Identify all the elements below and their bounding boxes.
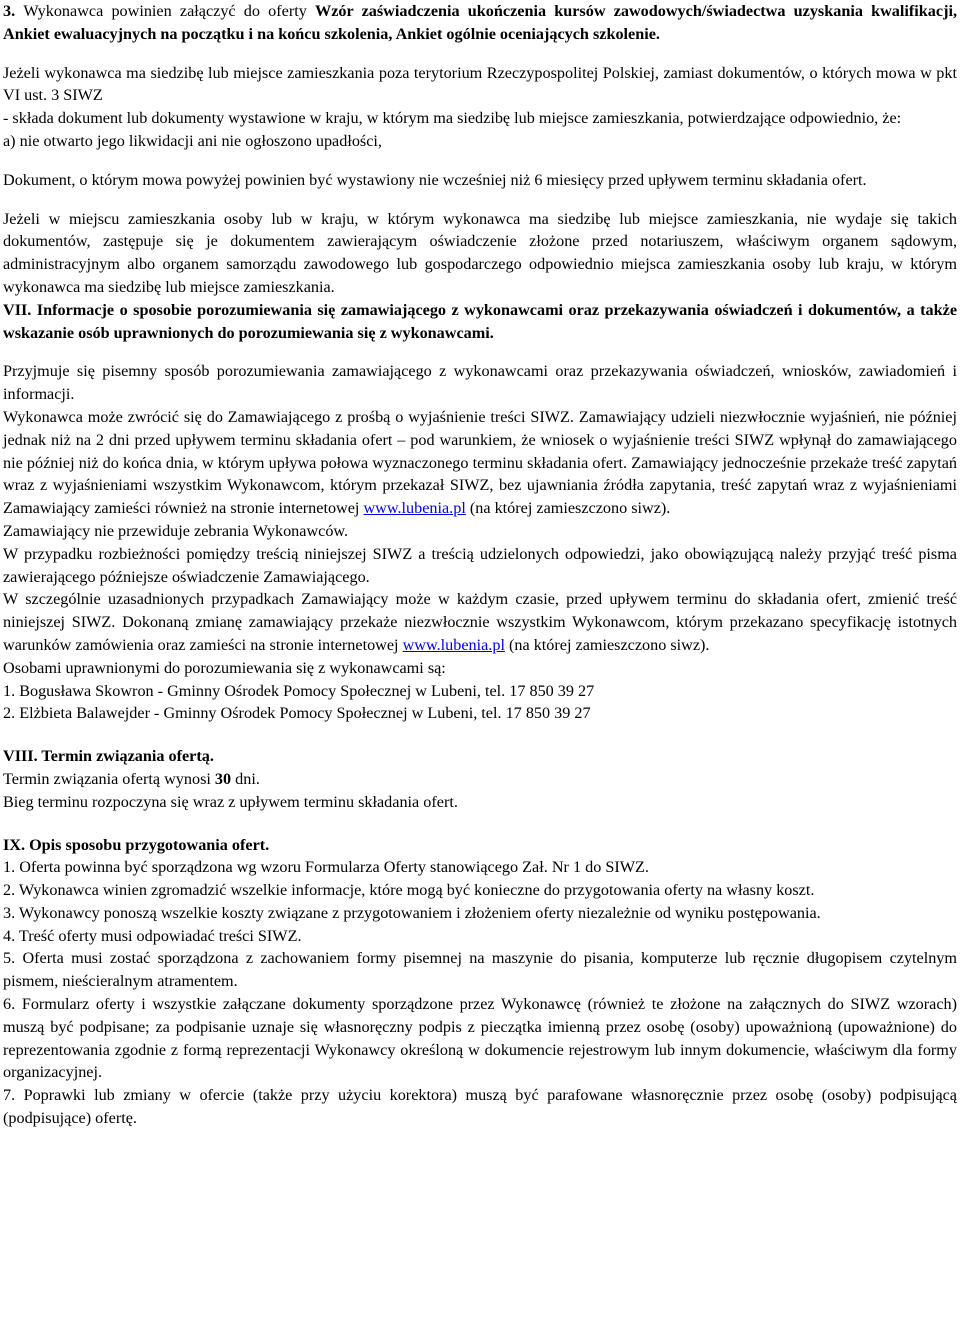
point-number: 3. [3,2,24,20]
list-item: 3. Wykonawcy ponoszą wszelkie koszty związane z przygotowaniem i złożeniem oferty niezależnie od wyniku postępowania. [3,903,821,922]
website-link[interactable]: www.lubenia.pl [402,635,505,654]
list-item: 7. Poprawki lub zmiany w ofercie (także przy użyciu korektora) muszą być parafowane własnoręcznie przez osobę (osoby) podpisującą (podpisujące) ofertę. [3,1086,957,1128]
paragraph-binding-period [3,768,957,791]
paragraph-text: Wykonawca może zwrócić się do Zamawiającego z prośbą o wyjaśnienie treści SIWZ. Zamawiający udzieli niezwłocznie wyjaśnień, nie później jednak niż na 2 dni przed upływem terminu składania ofert – pod warunkiem, że wniosek o wyjaśnienie treści SIWZ wpłynął do zamawiającego nie później niż do końca dnia, w którym upływa połowa wyznaczonego terminu składania ofert. Zamawiający jednocześnie przekaże treść zapytań wraz z wyjaśnieniami wszystkim Wykonawcom, którym przekazał SIWZ, bez ujawniania źródła zapytania, treść zapytań wraz z wyjaśnieniami Zamawiający zamieści również na stronie internetowej [3,407,957,518]
paragraph-authorized-persons: Osobami uprawnionymi do porozumiewania się z wykonawcami są: [3,658,446,677]
list-item: 6. Formularz oferty i wszystkie załączane dokumenty sporządzone przez Wykonawcę (również te złożone na załącznych do SIWZ wzorach) muszą być podpisane; za podpisanie uznaje się własnoręczny podpis z pieczątka imienną przez osobę (osoby) upoważnioną (upoważnione) do reprezentowania zgodnie z formą reprezentacji Wykonawcy określoną w dokumencie rejestrowym lub innym dokumencie, właściwym dla formy organizacyjnej. [3,995,957,1082]
paragraph-foreign-contractor: Jeżeli wykonawca ma siedzibę lub miejsce zamieszkania poza terytorium Rzeczypospolitej Polskiej, zamiast dokumentów, o których mowa w pkt VI ust. 3 SIWZ [3,63,957,105]
list-item: 5. Oferta musi zostać sporządzona z zachowaniem formy pisemnej na maszynie do pisania, komputerze lub ręcznie długopisem czytelnym pismem, nieścieralnym atramentem. [3,949,957,991]
section-heading-vii: VII. Informacje o sposobie porozumiewania się zamawiającego z wykonawcami oraz przekazywania oświadczeń i dokumentów, a także wskazanie osób uprawnionych do porozumiewania się z wykonawcami. [3,300,957,342]
paragraph-text: Termin związania ofertą wynosi [3,769,215,788]
paragraph-text: (na której zamieszczono siwz). [504,635,710,654]
contact-person-2: 2. Elżbieta Balawejder - Gminny Ośrodek Pomocy Społecznej w Lubeni, tel. 17 850 39 27 [3,704,591,723]
paragraph-no-liquidation: a) nie otwarto jego likwidacji ani nie ogłoszono upadłości, [3,131,382,150]
list-item: 4. Treść oferty musi odpowiadać treści SIWZ. [3,926,302,945]
paragraph-notary-statement: Jeżeli w miejscu zamieszkania osoby lub w kraju, w którym wykonawca ma siedzibę lub miejsce zamieszkania, nie wydaje się takich dokumentów, zastępuje się je dokumentem zawierającym oświadczenie złożone przed notariuszem, właściwym organem sądowym, administracyjnym albo organem samorządu zawodowego lub gospodarczego odpowiednio miejsca zamieszkania osoby lub kraju, w którym wykonawca ma siedzibę lub miejsce zamieszkania. [3,209,957,296]
contact-person-1: 1. Bogusława Skowron - Gminny Ośrodek Pomocy Społecznej w Lubeni, tel. 17 850 39 27 [3,681,595,700]
paragraph-written-communication: Przyjmuje się pisemny sposób porozumiewania zamawiającego z wykonawcami oraz przekazywania oświadczeń, wniosków, zawiadomień i informacji. [3,362,957,404]
list-item: 1. Oferta powinna być sporządzona wg wzoru Formularza Oferty stanowiącego Zał. Nr 1 do SIWZ. [3,858,649,877]
paragraph-bold-text: Wzór zaświadczenia ukończenia kursów zawodowych/świadectwa uzyskania kwalifikacji, Ankiet ewaluacyjnych na początku i na końcu szkolenia, Ankiet ogólnie oceniających szkolenie. [3,2,957,43]
paragraph-no-meeting: Zamawiający nie przewiduje zebrania Wykonawców. [3,521,349,540]
website-link[interactable]: www.lubenia.pl [363,499,466,518]
paragraph-text: (na której zamieszczono siwz). [465,499,671,518]
paragraph-document-date: Dokument, o którym mowa powyżej powinien być wystawiony nie wcześniej niż 6 miesięcy przed upływem terminu składania ofert. [3,170,867,189]
paragraph-period-start: Bieg terminu rozpoczyna się wraz z upływem terminu składania ofert. [3,792,458,811]
days-count: 30 [214,769,232,788]
paragraph-text: Wykonawca powinien załączyć do oferty [23,2,316,20]
paragraph-siwz-change [3,588,957,656]
list-item: 2. Wykonawca winien zgromadzić wszelkie informacje, które mogą być konieczne do przygotowania oferty na własny koszt. [3,881,815,900]
paragraph-documents-issued: - składa dokument lub dokumenty wystawione w kraju, w którym ma siedzibę lub miejsce zamieszkania, potwierdzające odpowiednio, że: [3,109,902,128]
section-heading-ix: IX. Opis sposobu przygotowania ofert. [3,835,270,854]
section-heading-viii: VIII. Termin związania ofertą. [3,747,214,766]
paragraph-text: W szczególnie uzasadnionych przypadkach Zamawiający może w każdym czasie, przed upływem terminu do składania ofert, zmienić treść niniejszej SIWZ. Dokonaną zmianę zamawiający przekaże niezwłocznie wszystkim Wykonawcom, którym przekazano specyfikację istotnych warunków zamówienia oraz zamieści na stronie internetowej [3,590,957,654]
paragraph-attachments [3,0,957,46]
paragraph-text: dni. [231,769,260,788]
paragraph-clarification-request [3,406,957,520]
paragraph-discrepancy: W przypadku rozbieżności pomiędzy treścią niniejszej SIWZ a treścią udzielonych odpowiedzi, jako obowiązującą należy przyjąć treść pisma zawierającego późniejsze oświadczenie Zamawiającego. [3,544,957,586]
